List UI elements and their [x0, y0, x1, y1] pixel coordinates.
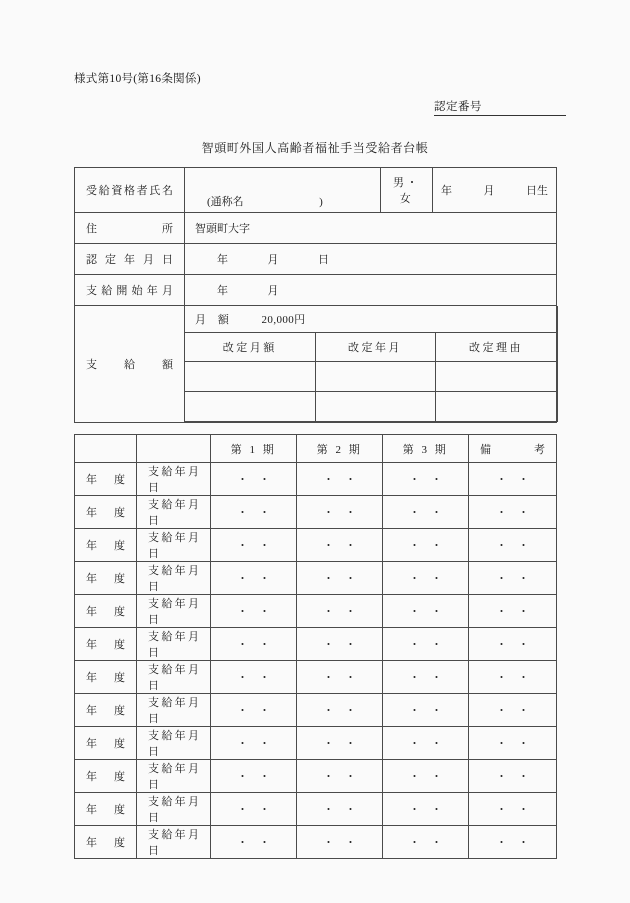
term-2-cell[interactable]: ・ ・ — [297, 760, 383, 793]
term-1-cell[interactable]: ・ ・ — [211, 529, 297, 562]
certification-number-field[interactable] — [434, 98, 566, 116]
payment-date-label-cell: 支給年月日 — [137, 463, 211, 496]
term-1-cell[interactable]: ・ ・ — [211, 826, 297, 859]
fiscal-year-cell[interactable]: 年度 — [75, 496, 137, 529]
remarks-cell[interactable]: ・ ・ — [469, 760, 557, 793]
term-1-cell[interactable]: ・ ・ — [211, 463, 297, 496]
table-row — [75, 793, 557, 826]
revision-date-input[interactable] — [315, 362, 435, 392]
revision-header-row — [185, 333, 557, 362]
remarks-cell[interactable]: ・ ・ — [469, 562, 557, 595]
payment-date-label-cell: 支給年月日 — [137, 661, 211, 694]
form-code-label: 様式第10号(第16条関係) — [74, 73, 201, 85]
term-1-cell[interactable]: ・ ・ — [211, 694, 297, 727]
address-input[interactable]: 智頭町大字 — [185, 213, 557, 244]
table-row — [75, 595, 557, 628]
term-3-cell[interactable]: ・ ・ — [383, 727, 469, 760]
table-row — [75, 826, 557, 859]
table-row-amount — [75, 306, 557, 423]
page-title: 智頭町外国人高齢者福祉手当受給者台帳 — [201, 141, 429, 155]
header-remarks: 備 考 — [469, 435, 557, 463]
term-2-cell[interactable]: ・ ・ — [297, 562, 383, 595]
address-label: 住所 — [75, 213, 185, 244]
term-3-cell[interactable]: ・ ・ — [383, 463, 469, 496]
table-row-address — [75, 213, 557, 244]
birthdate-input[interactable] — [433, 168, 557, 213]
payment-date-label-cell: 支給年月日 — [137, 727, 211, 760]
term-3-cell[interactable]: ・ ・ — [383, 496, 469, 529]
payment-date-label-cell: 支給年月日 — [137, 760, 211, 793]
monthly-amount-cell[interactable] — [185, 306, 557, 333]
remarks-cell[interactable]: ・ ・ — [469, 628, 557, 661]
term-1-cell[interactable]: ・ ・ — [211, 727, 297, 760]
fiscal-year-cell[interactable]: 年度 — [75, 760, 137, 793]
revision-amount-header: 改定月額 — [185, 333, 315, 362]
fiscal-year-cell[interactable]: 年度 — [75, 661, 137, 694]
remarks-cell[interactable]: ・ ・ — [469, 727, 557, 760]
revision-date-header: 改定年月 — [315, 333, 435, 362]
table-row — [75, 496, 557, 529]
remarks-cell[interactable]: ・ ・ — [469, 661, 557, 694]
table-row-start-date — [75, 275, 557, 306]
start-month-label: 月 — [267, 285, 279, 297]
term-2-cell[interactable]: ・ ・ — [297, 628, 383, 661]
fiscal-year-cell[interactable]: 年度 — [75, 727, 137, 760]
remarks-cell[interactable]: ・ ・ — [469, 463, 557, 496]
payment-date-label-cell: 支給年月日 — [137, 529, 211, 562]
term-2-cell[interactable]: ・ ・ — [297, 694, 383, 727]
header-term-3: 第 3 期 — [383, 435, 469, 463]
term-2-cell[interactable]: ・ ・ — [297, 661, 383, 694]
approval-month-label: 月 — [267, 254, 279, 266]
fiscal-year-cell[interactable]: 年度 — [75, 463, 137, 496]
payment-history-table — [74, 434, 557, 859]
term-2-cell[interactable]: ・ ・ — [297, 496, 383, 529]
approval-date-label: 認定年月日 — [75, 244, 185, 275]
remarks-cell[interactable]: ・ ・ — [469, 826, 557, 859]
header-spacer-date — [137, 435, 211, 463]
term-2-cell[interactable]: ・ ・ — [297, 826, 383, 859]
table-row — [75, 628, 557, 661]
payment-start-input[interactable] — [185, 275, 557, 306]
term-3-cell[interactable]: ・ ・ — [383, 529, 469, 562]
revision-amount-input[interactable] — [185, 362, 315, 392]
term-1-cell[interactable]: ・ ・ — [211, 628, 297, 661]
term-3-cell[interactable]: ・ ・ — [383, 760, 469, 793]
revision-reason-header: 改定理由 — [435, 333, 557, 362]
payment-date-label-cell: 支給年月日 — [137, 694, 211, 727]
fiscal-year-cell[interactable]: 年度 — [75, 529, 137, 562]
certification-number-label: 認定番号 — [434, 98, 482, 116]
table-row — [75, 727, 557, 760]
approval-year-label: 年 — [217, 254, 228, 266]
payment-header-row — [75, 435, 557, 463]
monthly-amount-row — [185, 306, 557, 333]
term-1-cell[interactable]: ・ ・ — [211, 562, 297, 595]
table-row-approval-date — [75, 244, 557, 275]
term-2-cell[interactable]: ・ ・ — [297, 529, 383, 562]
payment-rows-body — [75, 463, 557, 859]
table-row — [75, 661, 557, 694]
fiscal-year-cell[interactable]: 年度 — [75, 793, 137, 826]
approval-day-label: 日 — [318, 254, 329, 266]
fiscal-year-cell[interactable]: 年度 — [75, 826, 137, 859]
term-2-cell[interactable]: ・ ・ — [297, 463, 383, 496]
alias-open-paren: (通称名 — [207, 196, 244, 208]
gender-label[interactable]: 男・女 — [381, 168, 433, 213]
fiscal-year-cell[interactable]: 年度 — [75, 694, 137, 727]
table-row — [75, 463, 557, 496]
monthly-amount-label: 月 額 — [195, 314, 230, 326]
birth-month-label: 月 — [483, 185, 495, 197]
payment-date-label-cell: 支給年月日 — [137, 595, 211, 628]
term-3-cell[interactable]: ・ ・ — [383, 628, 469, 661]
start-year-label: 年 — [217, 285, 228, 297]
fiscal-year-cell[interactable]: 年度 — [75, 628, 137, 661]
revision-reason-input[interactable] — [435, 392, 557, 422]
payment-date-label-cell: 支給年月日 — [137, 793, 211, 826]
payment-date-label-cell: 支給年月日 — [137, 628, 211, 661]
revision-date-input[interactable] — [315, 392, 435, 422]
remarks-cell[interactable]: ・ ・ — [469, 496, 557, 529]
term-3-cell[interactable]: ・ ・ — [383, 793, 469, 826]
term-2-cell[interactable]: ・ ・ — [297, 727, 383, 760]
fiscal-year-cell[interactable]: 年度 — [75, 595, 137, 628]
certification-number-rule[interactable] — [482, 102, 566, 116]
term-3-cell[interactable]: ・ ・ — [383, 694, 469, 727]
header-term-2: 第 2 期 — [297, 435, 383, 463]
term-1-cell[interactable]: ・ ・ — [211, 595, 297, 628]
table-row — [75, 529, 557, 562]
remarks-cell[interactable]: ・ ・ — [469, 694, 557, 727]
term-3-cell[interactable]: ・ ・ — [383, 562, 469, 595]
remarks-cell[interactable]: ・ ・ — [469, 793, 557, 826]
payment-date-label-cell: 支給年月日 — [137, 562, 211, 595]
remarks-cell[interactable]: ・ ・ — [469, 595, 557, 628]
remarks-cell[interactable]: ・ ・ — [469, 529, 557, 562]
term-1-cell[interactable]: ・ ・ — [211, 496, 297, 529]
header-term-1: 第 1 期 — [211, 435, 297, 463]
term-3-cell[interactable]: ・ ・ — [383, 826, 469, 859]
birth-day-label: 日生 — [526, 185, 548, 197]
table-row-name — [75, 168, 557, 213]
recipient-name-label: 受給資格者氏名 — [75, 168, 185, 213]
alias-close-paren: ) — [319, 196, 323, 208]
revision-entry-row — [185, 392, 557, 422]
recipient-name-input[interactable] — [185, 168, 381, 213]
amount-subtable — [185, 306, 558, 422]
header-spacer-year — [75, 435, 137, 463]
payment-date-label-cell: 支給年月日 — [137, 826, 211, 859]
term-1-cell[interactable]: ・ ・ — [211, 793, 297, 826]
payment-date-label-cell: 支給年月日 — [137, 496, 211, 529]
monthly-amount-value: 20,000円 — [261, 314, 306, 326]
term-3-cell[interactable]: ・ ・ — [383, 595, 469, 628]
approval-date-input[interactable] — [185, 244, 557, 275]
revision-entry-row — [185, 362, 557, 392]
term-2-cell[interactable]: ・ ・ — [297, 595, 383, 628]
register-table — [74, 167, 557, 423]
term-1-cell[interactable]: ・ ・ — [211, 661, 297, 694]
table-row — [75, 760, 557, 793]
table-row — [75, 562, 557, 595]
payment-amount-label: 支給額 — [75, 306, 185, 423]
payment-start-label: 支給開始年月 — [75, 275, 185, 306]
revision-reason-input[interactable] — [435, 362, 557, 392]
birth-year-label: 年 — [441, 185, 452, 197]
term-3-cell[interactable]: ・ ・ — [383, 661, 469, 694]
term-2-cell[interactable]: ・ ・ — [297, 793, 383, 826]
payment-amount-block — [185, 306, 557, 423]
term-1-cell[interactable]: ・ ・ — [211, 760, 297, 793]
fiscal-year-cell[interactable]: 年度 — [75, 562, 137, 595]
revision-amount-input[interactable] — [185, 392, 315, 422]
table-row — [75, 694, 557, 727]
